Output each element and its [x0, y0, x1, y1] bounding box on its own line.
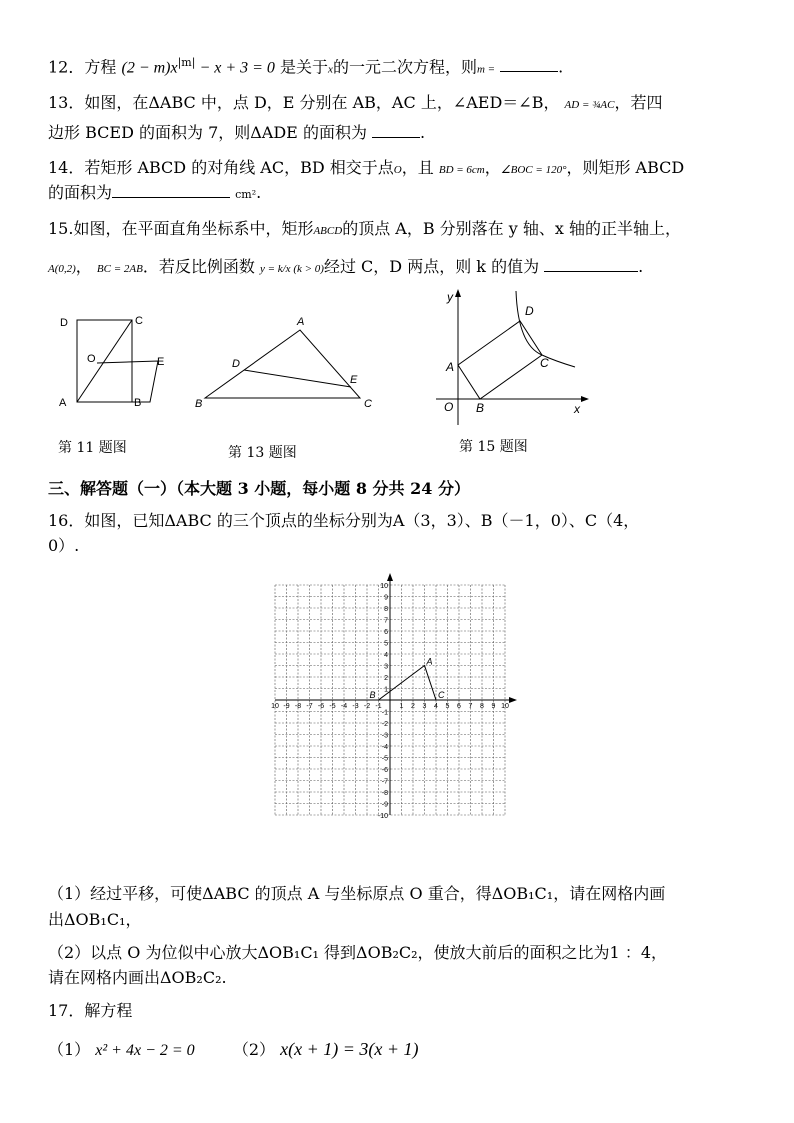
q13-ad-ratio: AD = ¾AC	[564, 99, 615, 111]
q15-abcd: ABCD	[313, 225, 343, 237]
q17-equation-1: x² + 4x − 2 = 0	[95, 1042, 195, 1059]
x-tick-label: 10	[501, 703, 509, 710]
fig11-label-e: E	[157, 356, 165, 368]
q12-exponent: |m|	[177, 56, 196, 69]
q16-part1-line2: 出ΔOB₁C₁，	[48, 910, 142, 929]
q17-part2-label: （2）	[232, 1040, 276, 1059]
x-tick-label: -4	[340, 703, 348, 710]
fig15-label-y: y	[447, 290, 453, 304]
x-tick-label: 9	[491, 703, 496, 710]
y-tick-label: 4	[384, 652, 388, 659]
x-tick-label: 1	[399, 703, 404, 710]
q17-part1-label: （1）	[48, 1040, 91, 1059]
y-tick-label: 7	[384, 617, 388, 625]
y-tick-label: 2	[384, 675, 388, 682]
fig11-parallelogram	[97, 361, 158, 402]
fig15-label-c: C	[540, 356, 549, 370]
caption-13: 第 13 题图	[228, 445, 297, 461]
section-3-heading: 三、解答题（一）（本大题 3 小题，每小题 8 分共 24 分）	[48, 479, 470, 498]
x-tick-label: -2	[363, 703, 371, 710]
q16-part1-line1: （1）经过平移，可使ΔABC 的顶点 A 与坐标原点 O 重合，得ΔOB₁C₁，请在网格内画	[48, 884, 666, 903]
question-15-line2	[48, 256, 643, 280]
q13-text-b: ，若四	[614, 93, 663, 112]
fig11-label-c: C	[135, 315, 143, 327]
x-tick-label: 7	[468, 703, 473, 710]
q12-end: .	[558, 57, 564, 77]
q14-comma: ，	[484, 158, 501, 177]
q16-part2-line2: 请在网格内画出ΔOB₂C₂.	[48, 968, 227, 987]
fig13-label-a: A	[297, 316, 305, 328]
caption-11: 第 11 题图	[58, 440, 127, 456]
q14-text-c: ，则矩形 ABCD	[566, 158, 685, 177]
q15-end: .	[638, 257, 644, 276]
y-tick-label: -4	[381, 744, 388, 751]
y-tick-label: 10	[380, 583, 388, 590]
fig13-label-e: E	[350, 374, 358, 386]
x-tick-label: -7	[306, 703, 313, 710]
question-12	[48, 52, 563, 80]
fig15-label-d: D	[525, 304, 534, 318]
point-a-label: A	[426, 656, 433, 667]
figure-13	[190, 310, 380, 410]
x-tick-label: -8	[294, 703, 302, 710]
q12-text: 方程	[84, 57, 117, 77]
q17-equations	[48, 1038, 419, 1062]
x-tick-label: -6	[317, 703, 325, 710]
q12-m: m =	[476, 63, 496, 76]
x-tick-label: -1	[375, 703, 382, 710]
q15-text-b: 的顶点 A，B 分别落在 y 轴、x 轴的正半轴上，	[342, 219, 681, 238]
question-15-line1	[48, 218, 681, 242]
q14-text-b: ，且	[401, 158, 434, 177]
fig11-diagonal	[77, 320, 132, 402]
question-13-line2	[48, 122, 425, 144]
fig13-triangle	[205, 330, 360, 398]
fig15-rectangle	[458, 321, 542, 399]
point-c-label: C	[438, 690, 445, 700]
q14-o: O	[393, 164, 402, 176]
q12-var: x	[328, 63, 333, 76]
q12-answer-blank[interactable]	[500, 57, 558, 72]
q16-line2: 0）.	[48, 536, 80, 555]
q15-text-2: ．若反比例函数	[142, 257, 255, 276]
point-b-label: B	[369, 690, 376, 700]
y-tick-label: 8	[384, 606, 388, 613]
x-axis-arrow	[509, 697, 517, 703]
x-tick-label: 2	[411, 703, 415, 710]
q15-text: 15.如图，在平面直角坐标系中，矩形	[48, 219, 314, 238]
x-tick-label: 8	[480, 703, 484, 710]
q13-answer-blank[interactable]	[372, 123, 420, 138]
x-tick-label: -9	[283, 703, 290, 710]
q15-comma: ，	[75, 257, 92, 276]
q14-boc: ∠BOC = 120°	[500, 164, 567, 176]
fig15-label-o: O	[444, 400, 454, 414]
x-tick-label: 6	[457, 703, 461, 710]
triangle-abc	[379, 663, 437, 701]
question-13-line1	[48, 92, 662, 116]
q17-equation-2: x(x + 1) = 3(x + 1)	[280, 1039, 419, 1059]
y-tick-label: -7	[381, 778, 388, 786]
x-tick-label: 5	[445, 703, 450, 710]
q14-end: .	[256, 183, 262, 202]
x-tick-label: 3	[422, 703, 427, 710]
y-tick-label: -2	[381, 721, 388, 728]
q13-text: 13．如图，在ΔABC 中，点 D，E 分别在 AB，AC 上，∠AED＝∠B，	[48, 93, 560, 112]
fig15-y-arrow	[455, 289, 461, 297]
fig13-label-d: D	[232, 358, 240, 370]
x-tick-label: 4	[434, 703, 438, 710]
q13-text-2: 边形 BCED 的面积为 7，则ΔADE 的面积为	[48, 123, 367, 142]
q16-part2-line1: （2）以点 O 为位似中心放大ΔOB₁C₁ 得到ΔOB₂C₂，使放大前后的面积之比为1 ：4，	[48, 943, 668, 962]
fig11-label-a: A	[59, 397, 67, 409]
question-14-line2	[48, 182, 261, 206]
fig13-label-b: B	[195, 398, 203, 410]
x-tick-label: -5	[329, 703, 336, 710]
y-tick-label: 5	[384, 640, 388, 648]
q12-text-post: 的一元二次方程，则	[332, 57, 477, 77]
y-tick-label: -9	[381, 801, 388, 809]
q16-line1: 16．如图，已知ΔABC 的三个顶点的坐标分别为A（3，3）、B（－1，0）、C（4，	[48, 511, 640, 530]
q12-equation-rest: − x + 3 = 0	[195, 59, 275, 77]
y-tick-label: 9	[384, 594, 388, 602]
q14-answer-blank[interactable]	[112, 183, 230, 198]
y-tick-label: 6	[384, 629, 388, 636]
caption-15: 第 15 题图	[459, 439, 528, 455]
q14-bd: BD = 6cm	[438, 164, 485, 176]
fig13-label-c: C	[364, 398, 372, 410]
fig11-label-d: D	[60, 317, 68, 329]
q15-text-2b: 经过 C，D 两点，则 k 的值为	[323, 257, 540, 276]
q14-text: 14．若矩形 ABCD 的对角线 AC，BD 相交于点	[48, 158, 394, 177]
y-tick-label: -1	[381, 709, 388, 717]
q12-equation: (2 − m)x	[121, 59, 178, 77]
x-tick-label: -3	[352, 703, 359, 710]
q14-unit: cm²	[235, 188, 257, 201]
q15-function: y = k/x (k > 0)	[259, 263, 324, 275]
fig11-label-o: O	[87, 353, 96, 365]
q12-text-mid: 是关于	[280, 57, 329, 77]
y-tick-label: -5	[381, 755, 388, 763]
y-tick-label: -3	[381, 732, 388, 740]
figure-15	[430, 285, 600, 435]
y-tick-label: -10	[377, 813, 388, 820]
fig15-label-x: x	[574, 402, 580, 416]
question-14-line1	[48, 157, 684, 181]
q15-point-a: A(0,2)	[48, 263, 76, 275]
coordinate-grid[interactable]	[265, 572, 520, 822]
y-tick-label: -8	[381, 790, 388, 797]
y-tick-label: -6	[381, 767, 388, 774]
fig15-label-a: A	[446, 360, 455, 374]
fig11-label-b: B	[134, 397, 142, 409]
fig15-label-b: B	[476, 401, 485, 415]
q14-text-2: 的面积为	[48, 183, 113, 202]
q15-bc: BC = 2AB	[96, 263, 143, 275]
x-tick-label: 10	[271, 703, 279, 710]
q15-answer-blank[interactable]	[544, 257, 638, 272]
y-tick-label: 1	[384, 686, 388, 694]
q13-end: .	[420, 123, 426, 142]
q12-number: 12．	[48, 57, 85, 77]
q17-title: 17．解方程	[48, 1001, 133, 1020]
fig15-x-arrow	[581, 396, 589, 402]
fig13-de-line	[244, 370, 351, 387]
y-tick-label: 3	[384, 663, 388, 671]
figure-11	[55, 310, 175, 410]
y-axis-arrow	[387, 573, 393, 581]
